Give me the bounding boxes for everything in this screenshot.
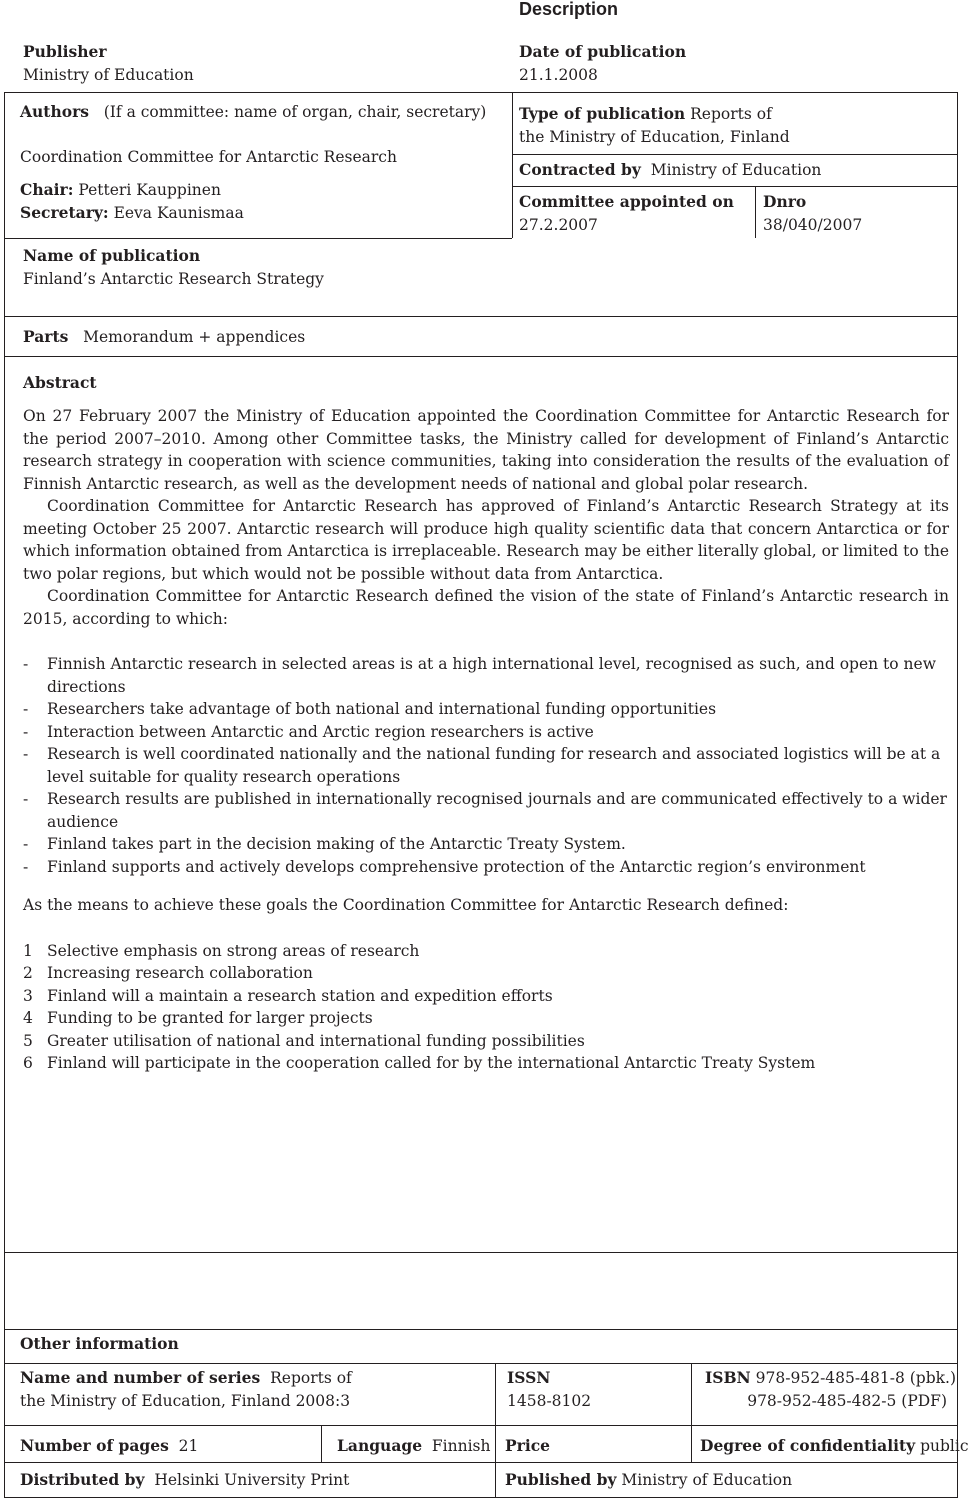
frame-line [4,1329,958,1330]
list-number: 4 [23,1009,33,1027]
series-label: Name and number of series [20,1368,261,1387]
frame-line [4,356,958,357]
price-label: Price [505,1436,551,1455]
pages-value: 21 [178,1437,199,1455]
means-item-text: Selective emphasis on strong areas of research [47,941,420,960]
list-marker: - [23,700,29,718]
means-item [23,1030,949,1053]
dnro-label: Dnro [763,192,807,211]
frame-line [512,186,958,187]
vision-item [23,743,949,788]
language-value: Finnish [431,1437,491,1455]
means-list [23,940,949,1075]
parts-label: Parts [23,327,69,346]
means-item-text: Greater utilisation of national and international funding possibilities [47,1031,585,1050]
date-label: Date of publication [519,42,687,61]
isbn-block [705,1367,956,1412]
abstract-body [23,405,949,1075]
published-value: Ministry of Education [621,1471,793,1489]
vision-item [23,653,949,698]
confidentiality-label: Degree of confidentiality [700,1436,916,1455]
language-block [337,1435,491,1458]
frame-line [4,92,5,1497]
name-label: Name of publication [23,246,201,265]
distributed-value: Helsinki University Print [154,1471,350,1489]
list-marker: - [23,655,29,673]
list-number: 1 [23,941,33,960]
contracted-value: Ministry of Education [650,161,822,179]
abstract-paragraph: Coordination Committee for Antarctic Research has approved of Finland’s Antarctic Research Strategy at its meeting October 25 2007. Antarctic research will produce high quality scientific data that concern Antarctica or for which information obtained from Antarctica is irreplaceable. Research may be either literally global, or limited to the two polar regions, but which would not be possible without data from Antarctica. [23,497,949,583]
date-block [519,41,686,86]
committee-label: Committee appointed on [519,192,734,211]
frame-line [4,1252,958,1253]
frame-line [4,1363,958,1364]
list-marker: - [23,835,29,853]
frame-line [691,1363,692,1462]
series-value-line2: the Ministry of Education, Finland 2008:3 [20,1391,351,1410]
type-value-line2: the Ministry of Education, Finland [519,127,790,146]
language-label: Language [337,1436,423,1455]
vision-item [23,788,949,833]
list-marker: - [23,857,29,876]
frame-line [4,1462,958,1463]
abstract-paragraph: As the means to achieve these goals the Coordination Committee for Antarctic Research defined: [23,896,789,914]
means-item-text: Funding to be granted for larger projects [47,1009,373,1027]
list-marker: - [23,790,29,808]
issn-value: 1458-8102 [507,1391,592,1410]
other-information-label: Other information [20,1334,179,1353]
pages-block [20,1435,198,1458]
name-value: Finland’s Antarctic Research Strategy [23,269,324,288]
secretary-label: Secretary: [20,202,109,222]
frame-line [4,92,958,93]
vision-item-text: Interaction between Antarctic and Arctic region researchers is active [47,722,594,741]
abstract-paragraph: On 27 February 2007 the Ministry of Education appointed the Coordination Committee for Antarctic Research for the period 2007–2010. Among other Committee tasks, the Ministry called for development of Finland’s Antarctic research strategy in cooperation with science communities, taking into consideration the results of the evaluation of Finnish Antarctic research, as well as the development needs of national and global polar research. [23,407,949,493]
list-marker: - [23,745,29,763]
frame-line [512,92,513,238]
list-number: 5 [23,1031,33,1050]
series-value-line1: Reports of [270,1369,352,1387]
distributed-label: Distributed by [20,1470,145,1489]
authors-organ: Coordination Committee for Antarctic Research [20,147,397,166]
vision-item-text: Researchers take advantage of both national and international funding opportunities [47,700,717,718]
frame-line [957,92,958,1497]
issn-label: ISSN [507,1368,551,1387]
confidentiality-value: public [920,1437,969,1455]
published-block [505,1469,792,1492]
name-block [23,245,324,290]
publisher-label: Publisher [23,42,107,61]
isbn-value-pdf: 978-952-485-482-5 (PDF) [747,1391,947,1410]
date-value: 21.1.2008 [519,65,598,84]
frame-line [4,316,958,317]
series-block [20,1367,352,1412]
committee-value: 27.2.2007 [519,215,598,234]
authors-block [20,101,505,224]
authors-label: Authors [20,102,89,121]
publisher-block [23,41,194,86]
means-item-text: Finland will a maintain a research station and expedition efforts [47,986,553,1005]
frame-line [495,1363,496,1497]
isbn-value-pbk: 978-952-485-481-8 (pbk.) [755,1369,956,1387]
pages-label: Number of pages [20,1436,169,1455]
chair-name: Petteri Kauppinen [78,181,221,199]
means-item [23,940,949,963]
type-block [519,103,790,148]
means-item [23,1007,949,1030]
chair-label: Chair: [20,180,74,199]
confidentiality-block [700,1435,969,1458]
means-item [23,985,949,1008]
frame-line [755,186,756,238]
dnro-value: 38/040/2007 [763,215,863,234]
vision-item-text: Finnish Antarctic research in selected areas is at a high international level, recognised as such, and open to new directions [47,655,936,696]
list-number: 6 [23,1054,33,1072]
page-title: Description [519,0,619,19]
abstract-paragraph: Coordination Committee for Antarctic Research defined the vision of the state of Finland’s Antarctic research in 2015, according to which: [23,587,949,628]
means-item [23,962,949,985]
vision-item [23,698,949,721]
contracted-block [519,159,821,182]
authors-note: (If a committee: name of organ, chair, secretary) [103,103,487,121]
list-marker: - [23,722,29,741]
dnro-block [763,191,862,236]
frame-line [4,238,512,239]
vision-item-text: Research results are published in internationally recognised journals and are communicated effectively to a wider audience [47,790,947,831]
list-number: 3 [23,986,33,1005]
vision-item-text: Finland supports and actively develops comprehensive protection of the Antarctic region’s environment [47,857,866,876]
list-number: 2 [23,964,33,982]
abstract-label: Abstract [23,373,97,392]
issn-block [507,1367,591,1412]
committee-block [519,191,734,236]
published-label: Published by [505,1470,617,1489]
means-item-text: Finland will participate in the cooperation called for by the international Antarctic Treaty System [47,1054,816,1072]
parts-value: Memorandum + appendices [83,328,306,346]
means-item-text: Increasing research collaboration [47,964,313,982]
frame-line [512,154,958,155]
frame-line [4,1425,958,1426]
means-item [23,1052,949,1075]
type-value-line1: Reports of [690,105,772,123]
distributed-block [20,1469,349,1492]
vision-item [23,721,949,744]
vision-item [23,856,949,879]
secretary-name: Eeva Kaunismaa [113,203,244,222]
vision-list [23,653,949,878]
vision-item-text: Finland takes part in the decision making of the Antarctic Treaty System. [47,835,626,853]
publisher-value: Ministry of Education [23,65,194,84]
vision-item-text: Research is well coordinated nationally and the national funding for research and associated logistics will be at a level suitable for quality research operations [47,745,941,786]
vision-item [23,833,949,856]
parts-block [23,326,305,349]
type-label: Type of publication [519,104,686,123]
isbn-label: ISBN [705,1368,751,1387]
frame-line [4,1497,958,1498]
contracted-label: Contracted by [519,160,641,179]
frame-line [321,1425,322,1462]
